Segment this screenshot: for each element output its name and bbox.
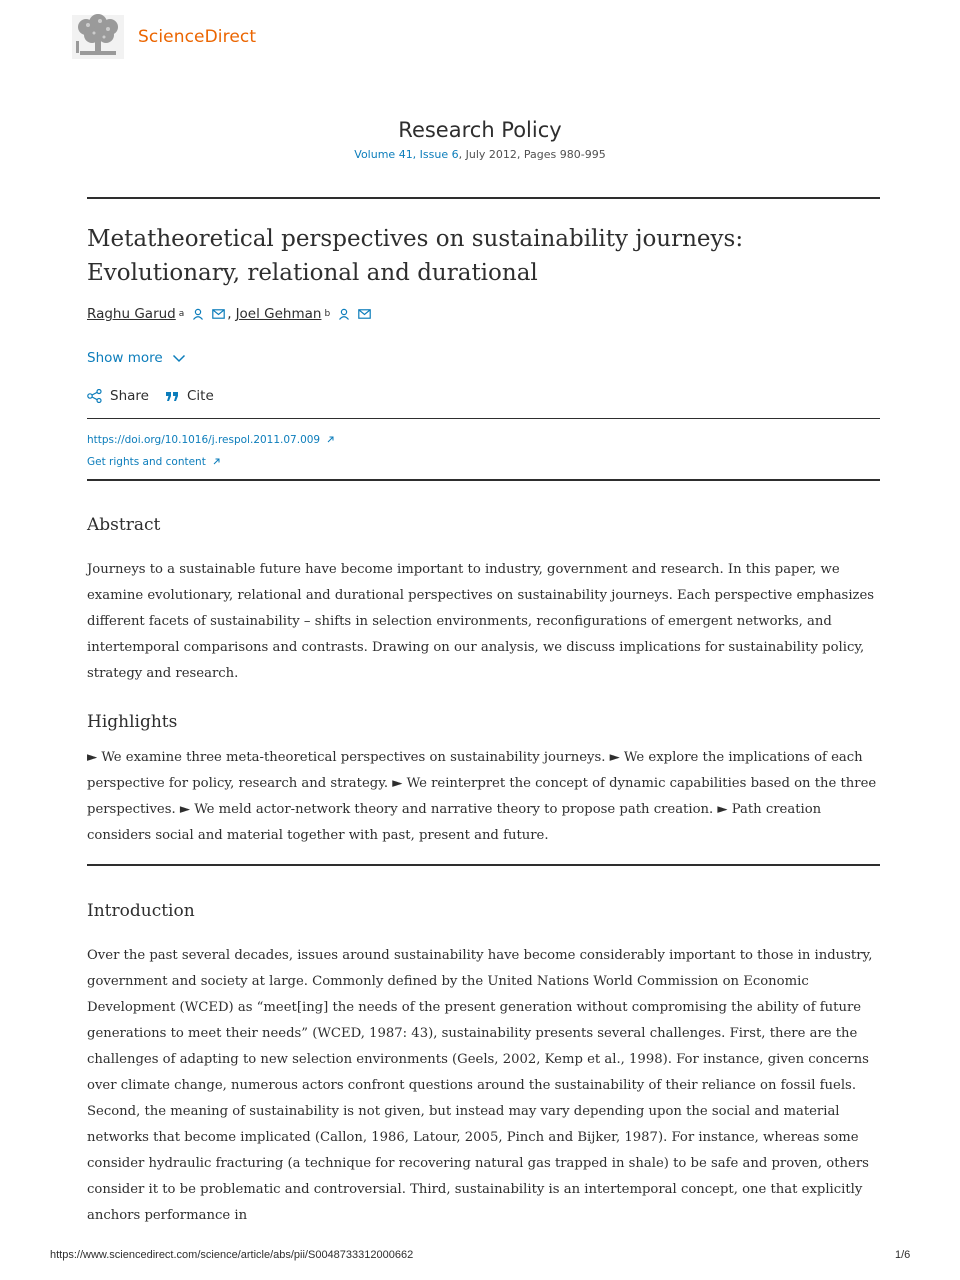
divider [87, 864, 880, 866]
article-title: Metatheoretical perspectives on sustainability journeys: Evolutionary, relational and durational [87, 226, 744, 286]
cite-label: Cite [186, 388, 214, 404]
footer-url: https://www.sciencedirect.com/science/article/abs/pii/S0048733312000662 [50, 1249, 414, 1261]
share-label: Share [110, 388, 149, 404]
affiliation-mark: a [178, 309, 185, 319]
page-number: 1/6 [895, 1249, 911, 1261]
article-actions [87, 388, 230, 404]
logo-text: ScienceDirect [138, 27, 257, 47]
share-button[interactable] [87, 388, 149, 404]
show-more-button[interactable] [87, 350, 186, 366]
highlights-text: ► We examine three meta-theoretical perspectives on sustainability journeys. ► We explore the implications of each perspective for policy, research and strategy. ► We reinterpret the concept of dynamic capabilities based on the three perspectives. ► We meld actor-network theory and narrative theory to propose path creation. ► Path creation considers social and material together with past, present and future. [87, 750, 877, 843]
abstract-text: Journeys to a sustainable future have become important to industry, government and research. In this paper, we examine evolutionary, relational and durational perspectives on sustainability journeys. Each perspective emphasizes different facets of sustainability – shifts in selection environments, reconfigurations of emergent networks, and intertemporal comparisons and contrasts. Drawing on our analysis, we discuss implications for sustainability policy, strategy and research. [87, 562, 875, 681]
author-list [87, 306, 371, 322]
introduction-heading: Introduction [87, 901, 195, 921]
envelope-icon[interactable] [212, 309, 225, 319]
doi-link-text: https://doi.org/10.1016/j.respol.2011.07.009 [87, 434, 321, 446]
person-icon[interactable] [192, 308, 204, 320]
divider [87, 418, 880, 419]
journal-title[interactable]: Research Policy [398, 118, 562, 142]
abstract-heading: Abstract [87, 515, 161, 535]
doi-link[interactable] [87, 429, 334, 451]
author-link[interactable]: Raghu Garud [87, 306, 176, 322]
journal-header [0, 118, 960, 161]
author-separator: , [227, 306, 232, 322]
author-link[interactable]: Joel Gehman [235, 306, 322, 322]
show-more-label: Show more [87, 350, 163, 366]
chevron-down-icon [172, 354, 186, 363]
external-link-icon [213, 458, 220, 465]
journal-meta [0, 148, 960, 161]
envelope-icon[interactable] [358, 309, 371, 319]
volume-issue-link[interactable]: Volume 41, Issue 6 [354, 148, 459, 161]
rights-link-text: Get rights and content [87, 456, 206, 468]
affiliation-mark: b [324, 309, 331, 319]
introduction-text: Over the past several decades, issues around sustainability have become considerably important to those in industry, government and society at large. Commonly defined by the United Nations World Commission on Economic Development (WCED) as “meet[ing] the needs of the present generation without compromising the ability of future generations to meet their needs” (WCED, 1987: 43), sustainability presents several challenges. First, there are the challenges of adapting to new selection environments (Geels, 2002, Kemp et al., 1998). For instance, given concerns over climate change, numerous actors confront questions around the sustainability of their reliance on fossil fuels. Second, the meaning of sustainability is not given, but instead may vary depending upon the social and material networks that become implicated (Callon, 1986, Latour, 2005, Pinch and Bijker, 1987). For instance, whereas some consider hydraulic fracturing (a technique for recovering natural gas trapped in shale) to be safe and proven, others consider it to be problematic and controversial. Third, sustainability is an intertemporal concept, one that explicitly anchors performance in [87, 948, 873, 1223]
date-pages: , July 2012, Pages 980-995 [458, 148, 606, 161]
divider [87, 197, 880, 199]
sciencedirect-logo[interactable] [70, 12, 270, 62]
external-link-icon [327, 436, 334, 443]
share-icon [87, 389, 102, 403]
person-icon[interactable] [338, 308, 350, 320]
cite-button[interactable] [165, 388, 214, 404]
divider [87, 479, 880, 481]
rights-link[interactable] [87, 451, 334, 473]
highlights-heading: Highlights [87, 712, 178, 732]
elsevier-tree-icon [70, 13, 126, 61]
quote-icon [165, 391, 179, 402]
doi-block [87, 429, 334, 473]
